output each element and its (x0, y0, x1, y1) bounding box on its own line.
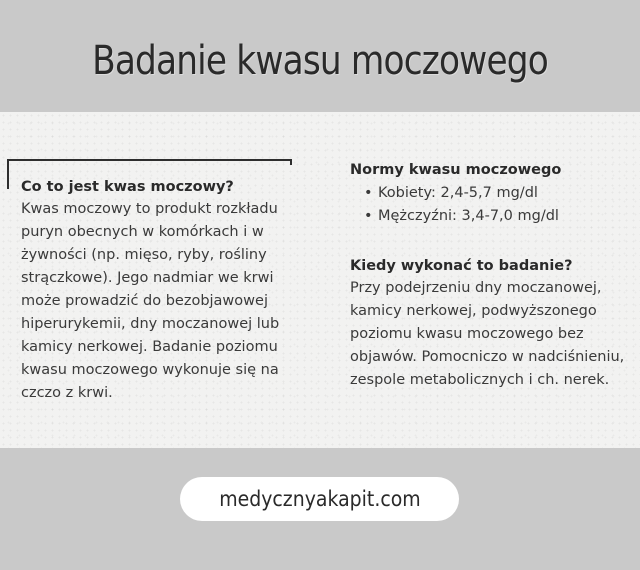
definition-section (21, 176, 301, 405)
bracket-top-divider (7, 159, 292, 161)
norms-item-label: Kobiety: 2,4-5,7 mg/dl (378, 185, 538, 201)
when-heading: Kiedy wykonać to badanie? (350, 258, 573, 274)
website-link[interactable] (180, 477, 459, 521)
when-text: Przy podejrzeniu dny moczanowej, kamicy nerkowej, podwyższonego poziomu kwasu moczowego bez objawów. Pomocniczo w nadciśnieniu, zespole metabolicznych i ch. nerek. (350, 280, 625, 388)
info-panel (0, 112, 640, 448)
norms-list (350, 182, 635, 228)
norms-item-label: Mężczyźni: 3,4-7,0 mg/dl (378, 208, 559, 224)
norms-heading: Normy kwasu moczowego (350, 162, 562, 178)
definition-heading: Co to jest kwas moczowy? (21, 179, 234, 195)
bullet-icon: • (364, 208, 373, 224)
website-url: medycznyakapit.com (218, 487, 421, 511)
when-section (350, 255, 635, 392)
bracket-right-divider (290, 159, 292, 165)
bracket-left-divider (7, 159, 9, 189)
right-column (350, 159, 635, 392)
definition-text: Kwas moczowy to produkt rozkładu puryn obecnych w komórkach i w żywności (np. mięso, ryby, rośliny strączkowe). Jego nadmiar we krwi może prowadzić do bezobjawowej hiperurykemii, dny moczanowej lub kamicy nerkowej. Badanie poziomu kwasu moczowego wykonuje się na czczo z krwi. (21, 201, 280, 401)
norms-section (350, 159, 635, 228)
bullet-icon: • (364, 185, 373, 201)
norms-item-women (350, 182, 635, 205)
norms-item-men (350, 205, 635, 228)
page-title: Badanie kwasu moczowego (92, 38, 548, 84)
